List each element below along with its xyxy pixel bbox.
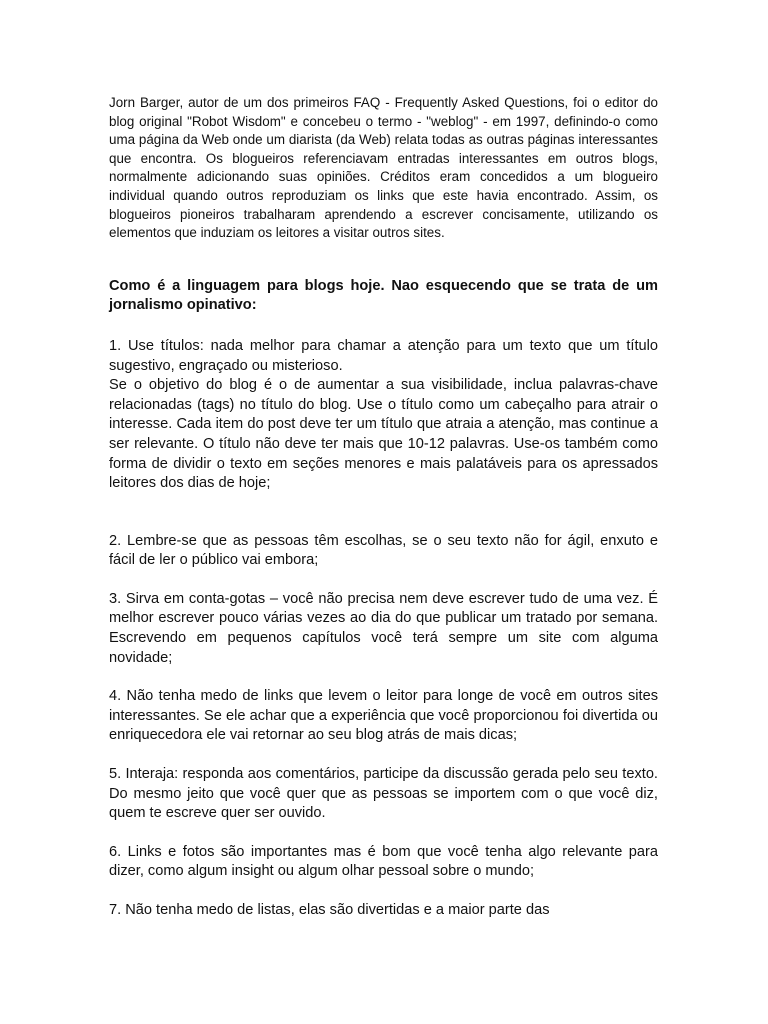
- tip-7-paragraph: 7. Não tenha medo de listas, elas são divertidas e a maior parte das: [109, 902, 550, 918]
- tip-6-paragraph: 6. Links e fotos são importantes mas é bom que você tenha algo relevante para dizer, como algum insight ou algum olhar pessoal sobre o mundo;: [109, 843, 658, 880]
- intro-paragraph: Jorn Barger, autor de um dos primeiros FAQ - Frequently Asked Questions, foi o editor do blog original "Robot Wisdom" e concebeu o termo - "weblog" - em 1997, definindo-o como uma página da Web onde um diarista (da Web) relata todas as outras páginas interessantes que encontra. Os blogueiros referenciavam entradas interessantes em outros blogs, normalmente adicionando suas opiniões. Créditos eram concedidos a um blogueiro individual quando outros reproduziam os links que este havia encontrado. Assim, os blogueiros pioneiros trabalharam aprendendo a escrever concisamente, utilizando os elementos que induziam os leitores a visitar outros sites.: [109, 95, 658, 241]
- tip-2-paragraph: 2. Lembre-se que as pessoas têm escolhas, se o seu texto não for ágil, enxuto e fácil de ler o público vai embora;: [109, 532, 658, 569]
- tip-5-paragraph: 5. Interaja: responda aos comentários, participe da discussão gerada pelo seu texto. Do mesmo jeito que você quer que as pessoas se importem com o que você diz, quem te escreve quer ser ouvido.: [109, 766, 658, 822]
- tip-3-paragraph: 3. Sirva em conta-gotas – você não precisa nem deve escrever tudo de uma vez. É melhor escrever pouco várias vezes ao dia do que publicar um tratado por semana. Escrevendo em pequenos capítulos você terá sempre um site com alguma novidade;: [109, 590, 658, 666]
- tip-1-paragraph: 1. Use títulos: nada melhor para chamar a atenção para um texto que um título sugestivo, engraçado ou misterioso.: [109, 337, 658, 374]
- section-heading: Como é a linguagem para blogs hoje. Nao esquecendo que se trata de um jornalismo opinativo:: [109, 277, 658, 314]
- tip-4-paragraph: 4. Não tenha medo de links que levem o leitor para longe de você em outros sites interessantes. Se ele achar que a experiência que você proporcionou foi divertida ou enriquecedora ele vai retornar ao seu blog atrás de mais dicas;: [109, 688, 658, 744]
- tip-1-continuation-paragraph: Se o objetivo do blog é o de aumentar a sua visibilidade, inclua palavras-chave relacionadas (tags) no título do blog. Use o título como um cabeçalho para atrair o interesse. Cada item do post deve ter um título que atraia a atenção, mas continue a ser relevante. O título não deve ter mais que 10-12 palavras. Use-os também como forma de dividir o texto em seções menores e mais palatáveis para os apressados leitores dos dias de hoje;: [109, 377, 658, 492]
- document-page: [109, 94, 658, 921]
